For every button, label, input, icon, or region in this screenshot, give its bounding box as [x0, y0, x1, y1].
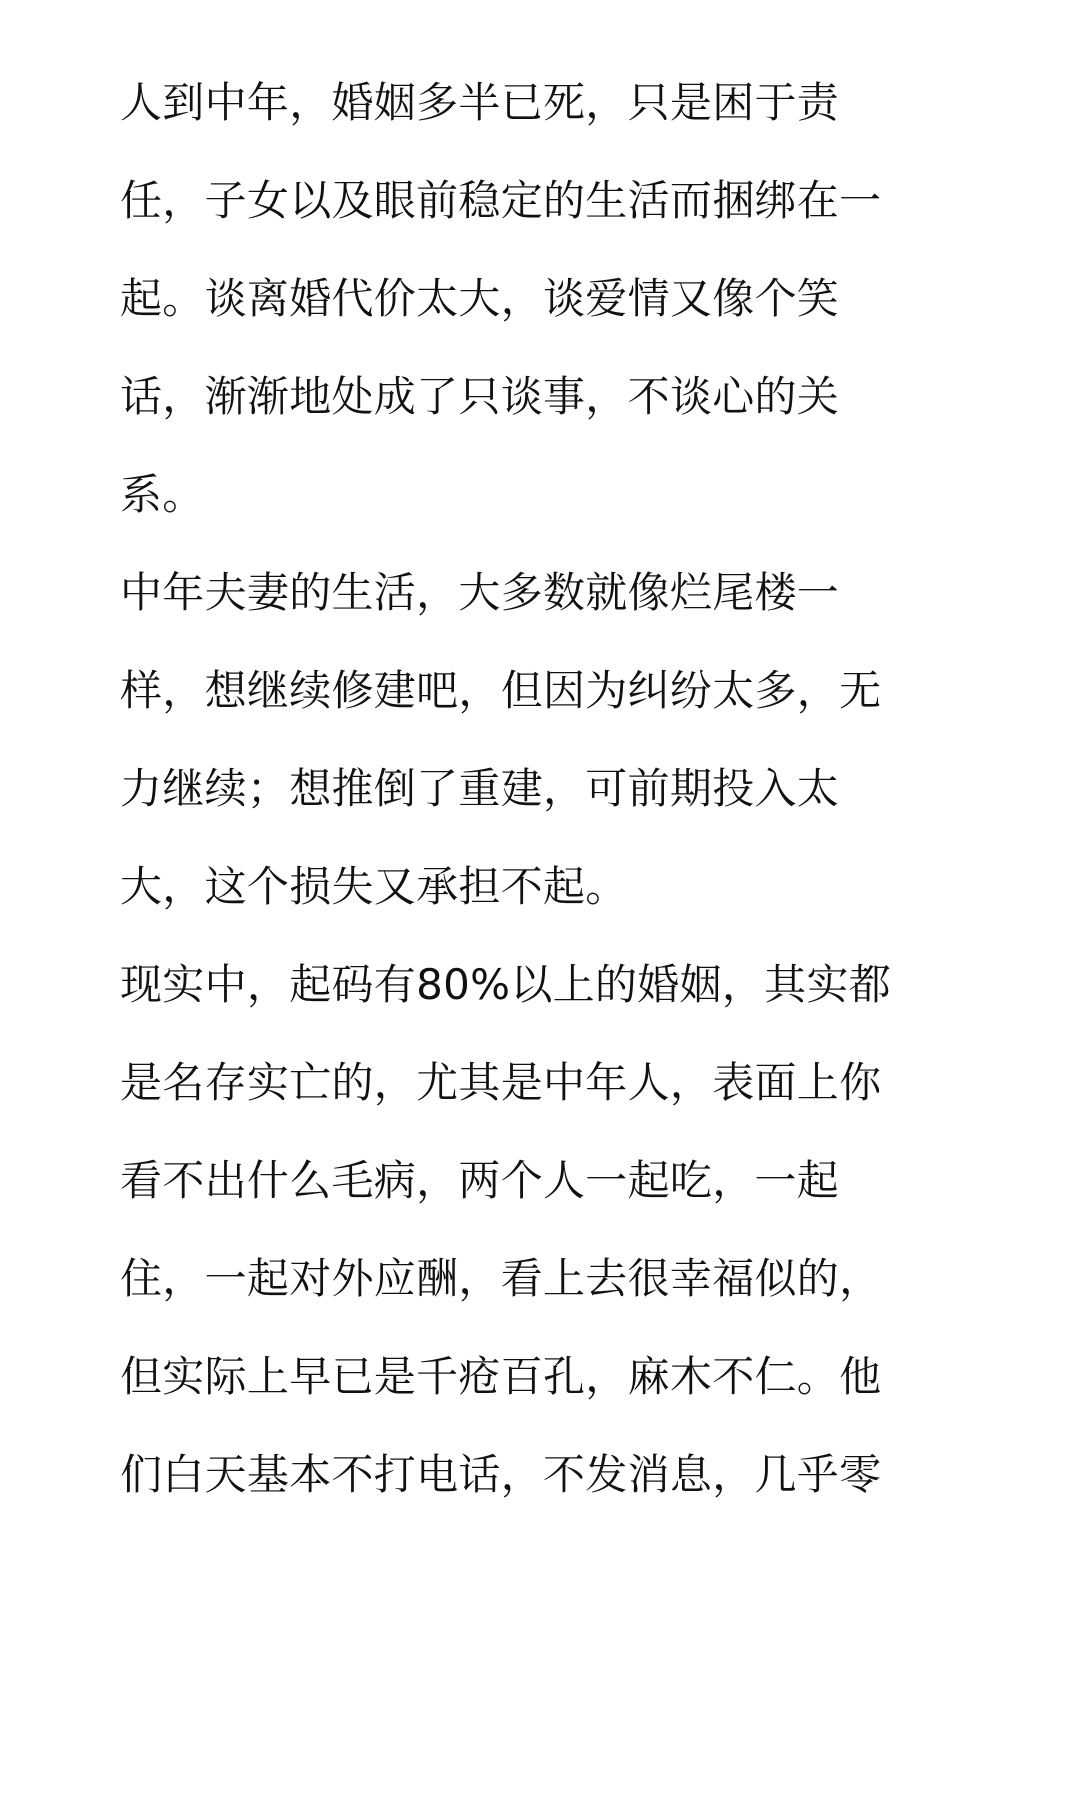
- text-line: 力继续；想推倒了重建，可前期投入太: [120, 764, 840, 813]
- text-line: 起。谈离婚代价太大，谈爱情又像个笑: [120, 274, 840, 323]
- text-line: 大，这个损失又承担不起。: [120, 862, 628, 911]
- text-line: 话，渐渐地处成了只谈事，不谈心的关: [120, 372, 840, 421]
- text-line: 现实中，起码有80%以上的婚姻，其实都: [120, 960, 892, 1009]
- article-body: [120, 54, 892, 1524]
- text-line: 中年夫妻的生活，大多数就像烂尾楼一: [120, 568, 840, 617]
- text-line: 但实际上早已是千疮百孔，麻木不仁。他: [120, 1352, 882, 1401]
- text-line: 系。: [120, 470, 205, 519]
- text-line: 是名存实亡的，尤其是中年人，表面上你: [120, 1058, 882, 1107]
- text-line: 任，子女以及眼前稳定的生活而捆绑在一: [120, 176, 882, 225]
- text-line: 住，一起对外应酬，看上去很幸福似的，: [120, 1254, 882, 1303]
- text-line: 人到中年，婚姻多半已死，只是困于责: [120, 78, 840, 127]
- text-line: 们白天基本不打电话，不发消息，几乎零: [120, 1450, 882, 1499]
- text-line: 看不出什么毛病，两个人一起吃，一起: [120, 1156, 840, 1205]
- text-line: 样，想继续修建吧，但因为纠纷太多，无: [120, 666, 882, 715]
